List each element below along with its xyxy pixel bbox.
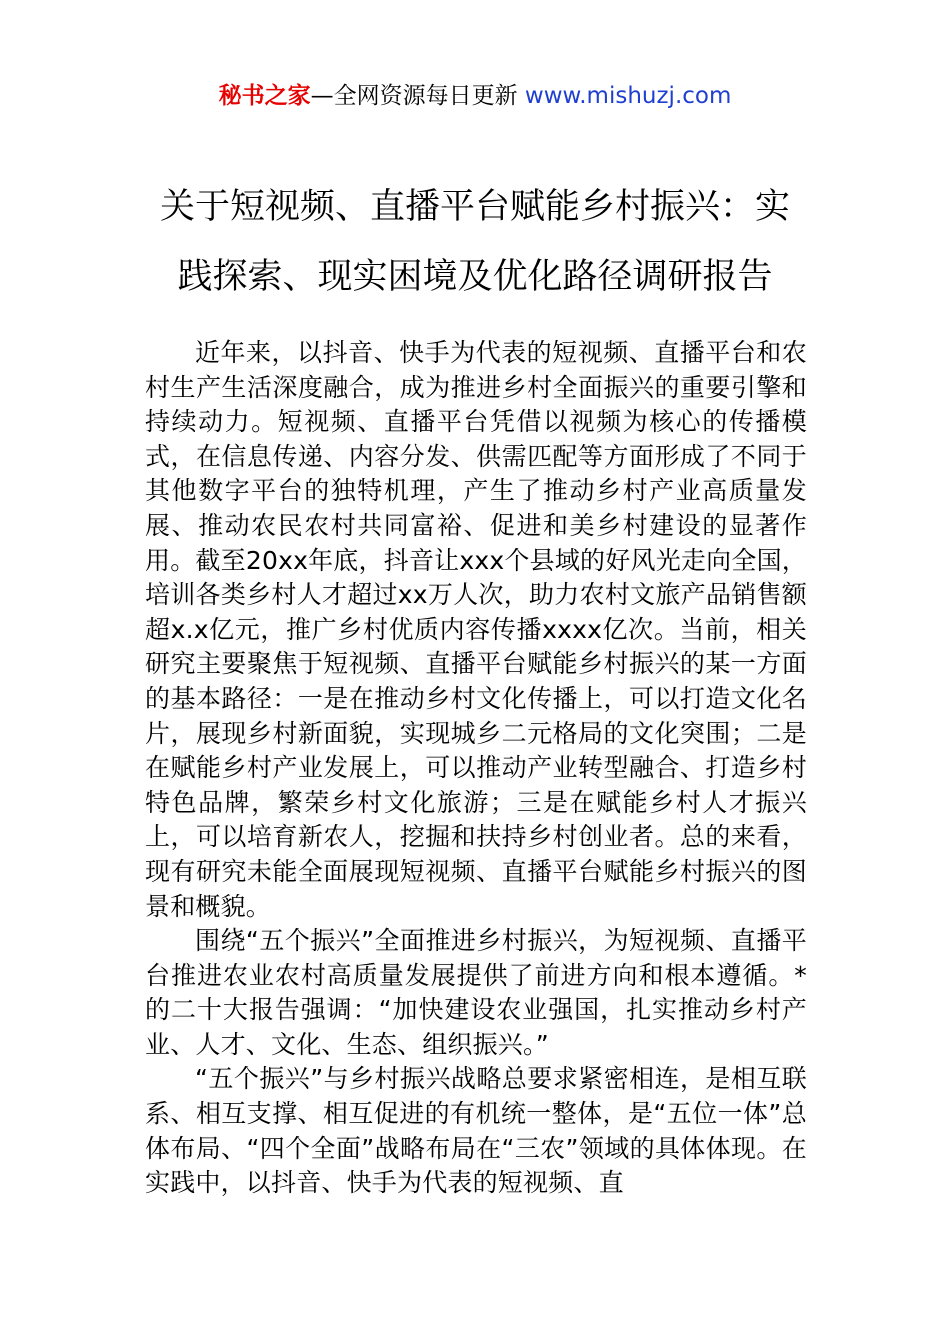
site-url-link[interactable]: www.mishuzj.com — [524, 83, 732, 109]
document-body — [145, 336, 807, 1201]
title-line-1: 关于短视频、直播平台赋能乡村振兴：实 — [159, 187, 790, 227]
title-line-2: 践探索、现实困境及优化路径调研报告 — [177, 257, 773, 297]
paragraph-3: “五个振兴”与乡村振兴战略总要求紧密相连，是相互联系、相互支撑、相互促进的有机统一整体，是“五位一体”总体布局、“四个全面”战略布局在“三农”领域的具体体现。在实践中，以抖音、快手为代表的短视频、直 — [145, 1064, 807, 1198]
paragraph-2: 围绕“五个振兴”全面推进乡村振兴，为短视频、直播平台推进农业农村高质量发展提供了前进方向和根本遵循。*的二十大报告强调：“加快建设农业强国，扎实推动乡村产业、人才、文化、生态、组织振兴。” — [145, 926, 807, 1059]
brand-name: 秘书之家 — [218, 83, 311, 109]
header-tagline: —全网资源每日更新 — [310, 83, 518, 109]
paragraph-1: 近年来，以抖音、快手为代表的短视频、直播平台和农村生产生活深度融合，成为推进乡村全面振兴的重要引擎和持续动力。短视频、直播平台凭借以视频为核心的传播模式，在信息传递、内容分发、供需匹配等方面形成了不同于其他数字平台的独特机理，产生了推动乡村产业高质量发展、推动农民农村共同富裕、促进和美乡村建设的显著作用。截至20xx年底，抖音让xxx个县域的好风光走向全国，培训各类乡村人才超过xx万人次，助力农村文旅产品销售额超x.x亿元，推广乡村优质内容传播xxxx亿次。当前，相关研究主要聚焦于短视频、直播平台赋能乡村振兴的某一方面的基本路径：一是在推动乡村文化传播上，可以打造文化名片，展现乡村新面貌，实现城乡二元格局的文化突围；二是在赋能乡村产业发展上，可以推动产业转型融合、打造乡村特色品牌，繁荣乡村文化旅游；三是在赋能乡村人才振兴上，可以培育新农人，挖掘和扶持乡村创业者。总的来看，现有研究未能全面展现短视频、直播平台赋能乡村振兴的图景和概貌。 — [145, 338, 807, 921]
document-title — [0, 172, 950, 312]
site-header — [0, 80, 950, 112]
